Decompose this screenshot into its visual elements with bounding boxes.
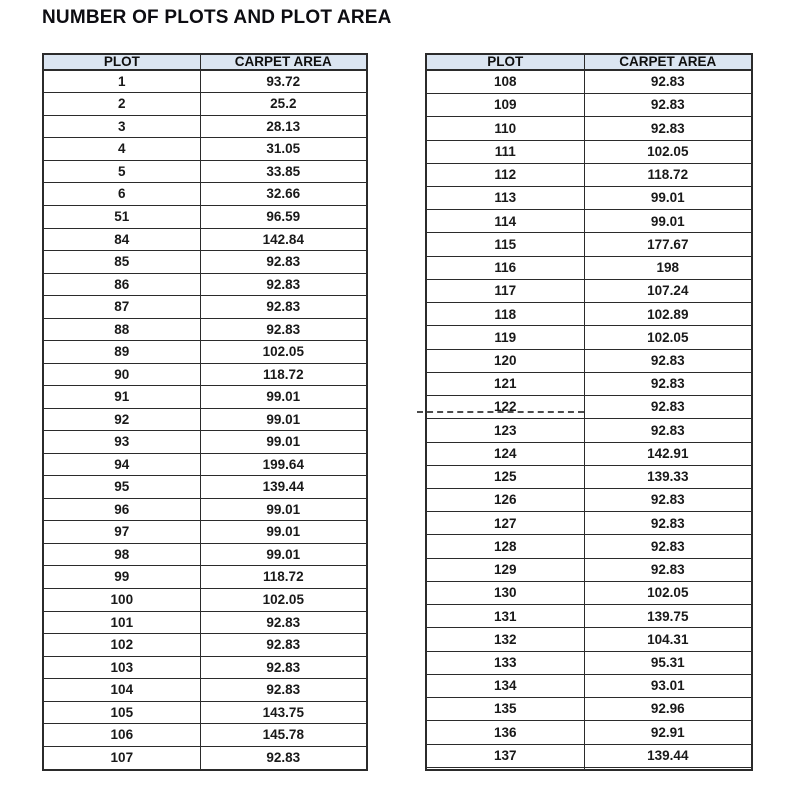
plot-cell: 96 bbox=[43, 498, 200, 521]
plot-cell: 111 bbox=[426, 140, 584, 163]
table-row bbox=[43, 543, 367, 566]
header-row bbox=[43, 54, 367, 70]
carpet-area-cell: 92.83 bbox=[584, 558, 752, 581]
carpet-area-cell: 118.72 bbox=[200, 363, 367, 386]
table-row bbox=[43, 296, 367, 319]
plot-cell: 126 bbox=[426, 489, 584, 512]
carpet-area-cell: 92.83 bbox=[200, 656, 367, 679]
table-row bbox=[43, 408, 367, 431]
carpet-area-cell: 99.01 bbox=[584, 186, 752, 209]
carpet-area-cell: 139.44 bbox=[200, 476, 367, 499]
table-row bbox=[43, 70, 367, 93]
carpet-area-cell: 99.01 bbox=[200, 543, 367, 566]
table-row bbox=[43, 160, 367, 183]
table-row bbox=[426, 489, 752, 512]
plot-cell: 51 bbox=[43, 205, 200, 228]
plot-cell: 98 bbox=[43, 543, 200, 566]
plot-cell: 114 bbox=[426, 210, 584, 233]
plot-cell: 119 bbox=[426, 326, 584, 349]
carpet-area-cell: 142.84 bbox=[200, 228, 367, 251]
plot-cell: 104 bbox=[43, 679, 200, 702]
table-row bbox=[426, 698, 752, 721]
table-row bbox=[43, 205, 367, 228]
plot-cell: 86 bbox=[43, 273, 200, 296]
table-row bbox=[43, 363, 367, 386]
carpet-area-cell: 92.83 bbox=[584, 512, 752, 535]
table-row bbox=[426, 512, 752, 535]
plot-cell: 94 bbox=[43, 453, 200, 476]
plot-cell: 133 bbox=[426, 651, 584, 674]
plot-cell: 106 bbox=[43, 724, 200, 747]
table-row bbox=[426, 233, 752, 256]
carpet-area-cell: 99.01 bbox=[200, 498, 367, 521]
plot-cell: 87 bbox=[43, 296, 200, 319]
plot-cell: 91 bbox=[43, 386, 200, 409]
carpet-area-cell bbox=[584, 767, 752, 770]
table-row bbox=[426, 326, 752, 349]
carpet-area-cell: 92.83 bbox=[584, 419, 752, 442]
carpet-area-cell: 139.75 bbox=[584, 605, 752, 628]
plot-cell: 131 bbox=[426, 605, 584, 628]
plot-cell: 121 bbox=[426, 372, 584, 395]
plot-cell: 102 bbox=[43, 634, 200, 657]
plot-cell: 6 bbox=[43, 183, 200, 206]
plot-area-table-left bbox=[42, 53, 368, 771]
plot-cell: 84 bbox=[43, 228, 200, 251]
table-row bbox=[426, 117, 752, 140]
table-row bbox=[43, 656, 367, 679]
table-row bbox=[426, 767, 752, 770]
table-row bbox=[43, 611, 367, 634]
plot-cell: 85 bbox=[43, 251, 200, 274]
carpet-area-cell: 95.31 bbox=[584, 651, 752, 674]
carpet-area-cell: 118.72 bbox=[584, 163, 752, 186]
plot-cell: 110 bbox=[426, 117, 584, 140]
carpet-area-cell: 28.13 bbox=[200, 115, 367, 138]
plot-cell: 95 bbox=[43, 476, 200, 499]
plot-cell: 100 bbox=[43, 589, 200, 612]
carpet-area-cell: 102.89 bbox=[584, 303, 752, 326]
table-row bbox=[43, 341, 367, 364]
table-row bbox=[43, 228, 367, 251]
table-row bbox=[426, 721, 752, 744]
plot-cell: 93 bbox=[43, 431, 200, 454]
carpet-area-cell: 177.67 bbox=[584, 233, 752, 256]
carpet-area-cell: 139.33 bbox=[584, 465, 752, 488]
table-row bbox=[43, 476, 367, 499]
carpet-area-cell: 92.83 bbox=[200, 679, 367, 702]
plot-cell: 132 bbox=[426, 628, 584, 651]
plot-cell bbox=[426, 767, 584, 770]
table-row bbox=[43, 318, 367, 341]
plot-cell: 92 bbox=[43, 408, 200, 431]
carpet-area-cell: 107.24 bbox=[584, 279, 752, 302]
plot-cell: 137 bbox=[426, 744, 584, 767]
plot-cell: 5 bbox=[43, 160, 200, 183]
plot-cell: 90 bbox=[43, 363, 200, 386]
plot-cell: 122 bbox=[426, 396, 584, 419]
table-row bbox=[43, 251, 367, 274]
plot-cell: 117 bbox=[426, 279, 584, 302]
carpet-area-cell: 145.78 bbox=[200, 724, 367, 747]
plot-cell: 112 bbox=[426, 163, 584, 186]
table-row bbox=[43, 746, 367, 770]
carpet-area-cell: 92.83 bbox=[584, 349, 752, 372]
table-row bbox=[43, 498, 367, 521]
table-row bbox=[43, 93, 367, 116]
table-row bbox=[426, 70, 752, 94]
table-row bbox=[43, 724, 367, 747]
table-row bbox=[43, 521, 367, 544]
table-row bbox=[426, 349, 752, 372]
table-row bbox=[426, 186, 752, 209]
carpet-area-cell: 99.01 bbox=[584, 210, 752, 233]
carpet-area-cell: 93.72 bbox=[200, 70, 367, 93]
table-row bbox=[426, 744, 752, 767]
table-row bbox=[426, 94, 752, 117]
table-row bbox=[426, 303, 752, 326]
table-row bbox=[426, 419, 752, 442]
table-row bbox=[43, 589, 367, 612]
plot-cell: 123 bbox=[426, 419, 584, 442]
carpet-area-cell: 99.01 bbox=[200, 431, 367, 454]
table-row bbox=[426, 163, 752, 186]
plot-cell: 1 bbox=[43, 70, 200, 93]
table-row bbox=[426, 651, 752, 674]
carpet-area-cell: 31.05 bbox=[200, 138, 367, 161]
table-row bbox=[426, 558, 752, 581]
carpet-area-cell: 92.83 bbox=[200, 634, 367, 657]
table-row bbox=[43, 566, 367, 589]
plot-cell: 115 bbox=[426, 233, 584, 256]
table-row bbox=[43, 431, 367, 454]
column-header-plot: PLOT bbox=[43, 54, 200, 70]
table-row bbox=[426, 605, 752, 628]
carpet-area-cell: 92.83 bbox=[584, 372, 752, 395]
plot-cell: 135 bbox=[426, 698, 584, 721]
carpet-area-cell: 102.05 bbox=[200, 589, 367, 612]
table-row bbox=[426, 674, 752, 697]
plot-cell: 2 bbox=[43, 93, 200, 116]
plot-cell: 125 bbox=[426, 465, 584, 488]
carpet-area-cell: 104.31 bbox=[584, 628, 752, 651]
carpet-area-cell: 33.85 bbox=[200, 160, 367, 183]
table-row bbox=[43, 634, 367, 657]
table-row bbox=[426, 628, 752, 651]
carpet-area-cell: 92.83 bbox=[584, 535, 752, 558]
column-header-carpet-area: CARPET AREA bbox=[200, 54, 367, 70]
plot-cell: 109 bbox=[426, 94, 584, 117]
table-row bbox=[426, 465, 752, 488]
table-row bbox=[43, 386, 367, 409]
table-row bbox=[43, 679, 367, 702]
table-row bbox=[426, 279, 752, 302]
plot-cell: 116 bbox=[426, 256, 584, 279]
table-row bbox=[426, 581, 752, 604]
carpet-area-cell: 99.01 bbox=[200, 521, 367, 544]
carpet-area-cell: 143.75 bbox=[200, 701, 367, 724]
carpet-area-cell: 92.83 bbox=[584, 70, 752, 94]
plot-cell: 88 bbox=[43, 318, 200, 341]
carpet-area-cell: 92.83 bbox=[200, 273, 367, 296]
carpet-area-cell: 118.72 bbox=[200, 566, 367, 589]
plot-cell: 3 bbox=[43, 115, 200, 138]
column-header-carpet-area: CARPET AREA bbox=[584, 54, 752, 70]
carpet-area-cell: 92.83 bbox=[200, 296, 367, 319]
table-row bbox=[43, 138, 367, 161]
carpet-area-cell: 96.59 bbox=[200, 205, 367, 228]
plot-cell: 118 bbox=[426, 303, 584, 326]
table-row bbox=[426, 210, 752, 233]
carpet-area-cell: 92.83 bbox=[584, 489, 752, 512]
carpet-area-cell: 102.05 bbox=[200, 341, 367, 364]
carpet-area-cell: 92.83 bbox=[200, 746, 367, 770]
plot-cell: 127 bbox=[426, 512, 584, 535]
carpet-area-cell: 142.91 bbox=[584, 442, 752, 465]
table-row bbox=[426, 140, 752, 163]
plot-cell: 128 bbox=[426, 535, 584, 558]
plot-cell: 103 bbox=[43, 656, 200, 679]
table-row bbox=[426, 396, 752, 419]
column-header-plot: PLOT bbox=[426, 54, 584, 70]
page-break-dashed-line bbox=[417, 411, 584, 413]
plot-cell: 99 bbox=[43, 566, 200, 589]
carpet-area-cell: 92.83 bbox=[584, 94, 752, 117]
plot-cell: 107 bbox=[43, 746, 200, 770]
carpet-area-cell: 93.01 bbox=[584, 674, 752, 697]
table-row bbox=[43, 453, 367, 476]
carpet-area-cell: 198 bbox=[584, 256, 752, 279]
table-row bbox=[43, 273, 367, 296]
plot-cell: 134 bbox=[426, 674, 584, 697]
plot-cell: 130 bbox=[426, 581, 584, 604]
carpet-area-cell: 92.83 bbox=[200, 318, 367, 341]
carpet-area-cell: 99.01 bbox=[200, 408, 367, 431]
plot-cell: 136 bbox=[426, 721, 584, 744]
plot-cell: 129 bbox=[426, 558, 584, 581]
carpet-area-cell: 25.2 bbox=[200, 93, 367, 116]
carpet-area-cell: 92.91 bbox=[584, 721, 752, 744]
carpet-area-cell: 139.44 bbox=[584, 744, 752, 767]
table-row bbox=[426, 442, 752, 465]
plot-cell: 108 bbox=[426, 70, 584, 94]
carpet-area-cell: 92.83 bbox=[584, 117, 752, 140]
header-row bbox=[426, 54, 752, 70]
plot-cell: 124 bbox=[426, 442, 584, 465]
carpet-area-cell: 92.83 bbox=[200, 611, 367, 634]
carpet-area-cell: 102.05 bbox=[584, 581, 752, 604]
plot-cell: 4 bbox=[43, 138, 200, 161]
table-row bbox=[43, 115, 367, 138]
plot-cell: 97 bbox=[43, 521, 200, 544]
carpet-area-cell: 92.96 bbox=[584, 698, 752, 721]
carpet-area-cell: 102.05 bbox=[584, 140, 752, 163]
table-row bbox=[43, 701, 367, 724]
carpet-area-cell: 32.66 bbox=[200, 183, 367, 206]
table-row bbox=[426, 535, 752, 558]
plot-cell: 105 bbox=[43, 701, 200, 724]
plot-cell: 113 bbox=[426, 186, 584, 209]
plot-cell: 120 bbox=[426, 349, 584, 372]
carpet-area-cell: 92.83 bbox=[584, 396, 752, 419]
table-row bbox=[43, 183, 367, 206]
page-title: NUMBER OF PLOTS AND PLOT AREA bbox=[42, 7, 392, 28]
carpet-area-cell: 99.01 bbox=[200, 386, 367, 409]
carpet-area-cell: 92.83 bbox=[200, 251, 367, 274]
table-row bbox=[426, 372, 752, 395]
carpet-area-cell: 199.64 bbox=[200, 453, 367, 476]
plot-cell: 101 bbox=[43, 611, 200, 634]
table-row bbox=[426, 256, 752, 279]
carpet-area-cell: 102.05 bbox=[584, 326, 752, 349]
plot-cell: 89 bbox=[43, 341, 200, 364]
